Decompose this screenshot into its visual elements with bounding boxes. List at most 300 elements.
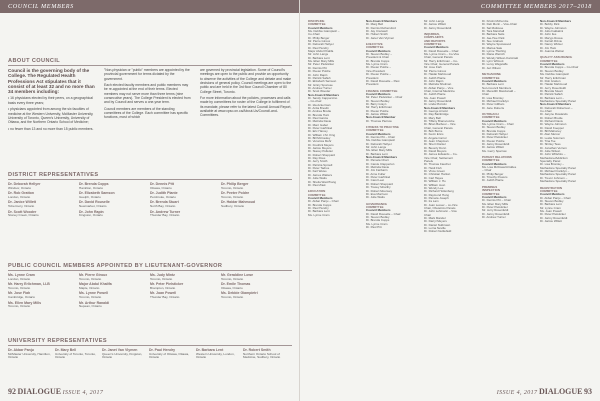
- committee-member: Vice Chair, Settlement: [424, 156, 454, 160]
- committee-member: Dr. George Arnold: [424, 109, 448, 113]
- committee-member: Dr. Deborah Hellyer: [482, 133, 508, 136]
- committee-member: Dr. Wendy Lee: [424, 186, 444, 190]
- committee-member: Dr. Joan Lesser – co-Vice: [424, 203, 458, 207]
- member-card: [79, 292, 150, 299]
- committee-member: Dr. Bill McCauley: [308, 137, 331, 141]
- committee-member: Dr. Eric Harvey: [308, 130, 328, 134]
- committee-member: Dr. Jerry Rosenfeldt: [540, 86, 566, 90]
- member-location: Toronto, Ontario: [79, 276, 102, 281]
- committee-member: Major Abdul Khalifa: [308, 50, 334, 54]
- committee-member: Dr. Janny Rosenfeldt: [482, 143, 510, 147]
- committee-member: Dr. John Rapin: [424, 79, 444, 83]
- member-location: Toronto, Ontario: [221, 185, 244, 190]
- about-rule: [8, 65, 292, 66]
- member-card: [8, 183, 79, 190]
- committee-subheading: Council Members: [366, 132, 391, 136]
- committee-column-1: [308, 20, 362, 384]
- public-members-title: PUBLIC COUNCIL MEMBERS APPOINTED BY LIEUTENANT-GOVERNOR: [8, 263, 223, 269]
- member-card: [150, 192, 221, 199]
- committee-heading: COMMITTEE: [366, 46, 384, 50]
- committee-member: Dr. Dennis Pitt – Chair: [482, 199, 512, 203]
- committee-member: Dr. Jonathan Vernon: [540, 146, 567, 150]
- committee-column-2: [366, 20, 420, 384]
- committee-member: – Co-chair: [308, 100, 322, 104]
- committee-member: Co-Chair: [308, 33, 320, 37]
- committee-member: Dr. Thomas Pietrow: [366, 119, 392, 123]
- committee-member: Dr. Dennis Ruthersford: [366, 26, 396, 30]
- committee-column-5: [540, 20, 594, 384]
- committee-member: Dr. John Wiltshire –: [540, 153, 566, 157]
- committee-member: Dr. Patricia Sproull: [308, 163, 333, 167]
- left-magazine-name: DIALOGUE: [17, 387, 62, 396]
- committee-member: Dr. James Watters: [308, 173, 333, 177]
- committee-member: President & Chair: [366, 56, 390, 60]
- committee-heading: PREMISES: [482, 185, 498, 189]
- committee-member: Dr. Brian Barbour – Vice: [424, 123, 456, 127]
- member-location: Cambridge, Ontario: [8, 294, 35, 299]
- committee-column-4: [482, 20, 536, 384]
- committee-member: Dr. Barry Grayn: [366, 102, 387, 106]
- member-name: Ms. Lynne Powell: [79, 291, 109, 296]
- committee-member: Dr. Janice Willett: [482, 146, 504, 150]
- committee-member: Dr. Peter Garfinkel: [366, 176, 391, 180]
- committee-member: Dr. Robert Mounsey: [366, 189, 393, 193]
- committee-member: Dr. Vince Green: [424, 170, 445, 174]
- member-location: Toronto, Ontario: [8, 285, 31, 290]
- member-name: Dr. Scott Wooder: [8, 209, 37, 214]
- member-card: [150, 292, 221, 299]
- committee-member: Dr. Paul Hendry: [308, 46, 329, 50]
- committee-member: Dr. Akbar Panju – Chair: [540, 196, 571, 200]
- member-name: Dr. David Rouselle: [79, 200, 110, 205]
- committee-subheading: Council Members: [308, 26, 333, 30]
- committee-member: Dr. Kevin Enns: [424, 133, 444, 137]
- committee-member: President: [366, 83, 379, 87]
- committee-member: Dr. Julie Watts: [308, 177, 327, 181]
- committee-member: Dr. Tara Marshall: [482, 30, 505, 34]
- university-members-grid: [8, 349, 292, 360]
- committee-subheading: Council Members: [482, 119, 507, 123]
- committee-member: Dr. Deborah Hellyer: [366, 142, 392, 146]
- committee-member: Dr. Jae-Hee Park: [482, 36, 505, 40]
- member-location: London, Ontario: [8, 194, 31, 199]
- committee-member: Dr. Jim Fairbairn: [366, 169, 388, 173]
- committee-member: Dr. Janice Meyers: [308, 147, 332, 151]
- committee-subheading: Council Members: [366, 49, 391, 53]
- member-name: Dr. Peeter Poldre: [221, 191, 250, 196]
- committee-member: Dr. Lisa Bromley: [482, 96, 504, 100]
- committee-heading: COMMITTEE: [540, 189, 558, 193]
- committee-member: Dr. Elizabeth Samson: [308, 80, 337, 84]
- member-location: Queen's University, Kingston, Ontario: [102, 351, 143, 360]
- member-name: Dr. John Rapin: [79, 209, 104, 214]
- committee-member: Dr. Jane Roberts: [482, 106, 505, 110]
- committee-member: Chair, Obstetrics Panels: [424, 206, 456, 210]
- committee-member: Dr. William J.M. King: [308, 133, 336, 137]
- committee-member: Ms. Debbie Giampietri –: [308, 30, 340, 34]
- committee-member: Dr. Karl Weiss: [308, 170, 327, 174]
- committee-member: Dr. Jerry Smith: [308, 160, 328, 164]
- member-location: Western University, London, Ontario: [196, 351, 235, 360]
- committee-member: Dr. Michael Franklyn –: [540, 170, 570, 174]
- member-card: [79, 302, 150, 309]
- committee-member: Chair, General Panels: [424, 56, 453, 60]
- committee-member: Dr. Ida Ackerman: [308, 103, 331, 107]
- committee-heading: METHADONE: [482, 73, 501, 77]
- member-location: University of Toronto, Toronto, Ontario: [55, 351, 96, 360]
- committee-member: Dr. John Rapin: [308, 73, 328, 77]
- committee-member: Dr. Michael Franklyn: [482, 99, 509, 103]
- committee-member: Mr. Lynne Cram: [540, 206, 561, 210]
- committee-member: Ms. Ellen Mary Mills: [482, 202, 509, 206]
- member-name: Mr. Arthur Ranaldi: [79, 300, 110, 305]
- committee-heading: INQUIRIES,: [424, 33, 440, 37]
- committee-member: Ms. Lisa McDowell-Fiddes: [482, 166, 517, 170]
- committee-member: Dr. Deborah Robertson –: [540, 106, 573, 110]
- committee-heading: COMMITTEE: [482, 76, 500, 80]
- committee-member: Chair, General Panels: [424, 126, 453, 130]
- member-location: Thunder Bay, Ontario: [150, 294, 180, 299]
- committee-heading: GOVERNANCE: [366, 202, 388, 206]
- committee-member: Dr. Ray Bainbridge: [424, 113, 449, 117]
- committee-member: Chair: [482, 93, 490, 97]
- member-location: Toronto, Ontario: [8, 304, 31, 309]
- committee-subheading: Non-Council Members: [424, 106, 456, 110]
- member-name: Dr. Philip Berger: [221, 182, 249, 186]
- committee-subheading: Non-Council Members: [366, 20, 398, 23]
- committee-member: Dr. Kristin McKenzie: [482, 20, 509, 23]
- committee-member: Dr. Carl Hayes: [424, 176, 444, 180]
- committee-member: Dr. Dennis Pitt: [308, 66, 327, 70]
- committee-member: Ms. Lynne Cram: [308, 213, 330, 217]
- member-name: Dr. Elizabeth Samson: [79, 191, 115, 196]
- right-footer: [497, 387, 592, 396]
- member-location: Toronto, Ontario: [221, 276, 244, 281]
- district-title: DISTRICT REPRESENTATIVES: [8, 172, 99, 178]
- committee-subheading: Non-Council Member: [366, 116, 396, 120]
- committee-member: Dr. Peeter Poldre –: [366, 73, 391, 77]
- committee-member: Dr. Peter Gillham: [482, 103, 505, 107]
- committee-member: Ms. Lynne Cram – Co-Vice: [424, 53, 460, 57]
- committee-member: Dr. John Iles: [540, 33, 557, 37]
- committee-member: Dr. David Rouselle – Chair: [366, 212, 401, 216]
- committee-member: Dr. Brenda Copps – Co-Chair: [540, 66, 579, 70]
- committee-member: Dr. Hubert Smith: [366, 33, 388, 37]
- committee-member: Dr. Haidar Mahmoud: [424, 73, 452, 77]
- committee-member: Dr. Daniel Nutbrown: [424, 223, 451, 227]
- committee-member: Dr. Richard Davis: [540, 119, 563, 123]
- public-rule: [8, 270, 292, 271]
- about-lead: Council is the governing body of the College. The Regulated Health Professions Act stipulates that it consist of at least 32 and no more than 34 members including:: [8, 68, 95, 95]
- committee-member: Dr. Julio Fakkalmi: [540, 30, 564, 34]
- committee-member: Dr. Judith Plante: [424, 93, 446, 97]
- committee-member: Mr. Peter Pielsticker: [308, 63, 335, 67]
- committee-member: Dr. Brenda Hunt: [308, 113, 330, 117]
- committee-member: Methadone/Addiction: [540, 156, 568, 160]
- member-card: [79, 274, 150, 281]
- member-name: Dr. Robert Smith: [243, 348, 271, 352]
- member-location: Toronto, Ontario: [150, 276, 173, 281]
- member-location: Windsor, Ontario: [8, 185, 32, 190]
- committee-member: Dr. Jeri Wilson: [482, 66, 501, 70]
- about-paragraph: Council members are members of the standing committees of the College. Each committee has specific functions, most of which: [104, 106, 189, 120]
- committee-member: Dr. Peter Pielsticker: [482, 136, 508, 140]
- committee-member: Mr. Pierre Giroux: [424, 69, 447, 73]
- committee-member: Dr. Judith Plante: [482, 179, 504, 183]
- committee-heading: COMMITTEE: [540, 59, 558, 63]
- committee-member: Methadone Specialty Panel: [540, 166, 576, 170]
- member-card: [196, 349, 243, 360]
- committee-member: Dr. Dennis Pitt – Chair: [366, 136, 396, 139]
- committee-member: Dr. Marg Bell: [366, 23, 383, 27]
- about-column-2: [104, 68, 192, 122]
- committee-member: Dr. Stacey Pelletier: [308, 150, 333, 154]
- committee-member: Dr. Darryl Meyers: [424, 220, 447, 224]
- committee-member: Dr. Anita Breslin: [308, 106, 329, 110]
- member-name: Ms. Judy Mintz: [150, 273, 175, 277]
- member-card: [243, 349, 290, 360]
- committee-member: Dr. Diane Weirich: [482, 53, 505, 57]
- committee-member: Dr. Wayne Johnston: [540, 26, 567, 30]
- member-name: Ms. Debbie Giampietri: [221, 291, 258, 296]
- committee-member: Dr. Christian Hanlon: [424, 173, 451, 177]
- committee-subheading: Council Members: [308, 196, 333, 200]
- committee-member: Dr. Bob Burns: [424, 130, 443, 133]
- committee-member: Dr. Andrea Brodie: [308, 110, 332, 114]
- committee-member: Dr. Nancy Wicker: [540, 43, 563, 47]
- page-gutter: [299, 0, 300, 401]
- member-location: Brampton, Ontario: [150, 285, 176, 290]
- committee-member: Dr. Jay Cranwell: [366, 30, 388, 34]
- committee-member: Dr. Brenda Copps: [366, 219, 390, 223]
- about-paragraph: Each elected faculty members and public members may be re-appointed at the end of their terms. Elected members may not serve more than three terms (nine consecutive years). The College President is elected from and by Council and serves a one-year term.: [104, 83, 191, 105]
- member-location: Tobermory, Ontario: [8, 203, 35, 208]
- committee-member: Dr. Julie Watts: [366, 196, 385, 200]
- committee-subheading: Council Members: [366, 92, 391, 96]
- committee-member: Mr. Peter Pielsticker – Chair: [366, 96, 403, 100]
- committee-member: Dr. Mary Bell: [424, 116, 441, 120]
- member-name: Dr. Rob Gratton: [8, 191, 35, 196]
- member-location: Toronto, Ontario: [79, 294, 102, 299]
- committee-member: Dr. Robert Sheppard: [366, 182, 393, 186]
- committee-member: Co-Chair: [540, 109, 552, 113]
- committee-member: Dr. Lynn Wilmott: [482, 60, 504, 64]
- committee-member: Mr. Harry Erlichman – Co-: [424, 59, 458, 63]
- committee-member: Dr. Peeter Poldre: [482, 139, 505, 143]
- member-card: [8, 201, 79, 208]
- committee-member: Dr. Shirley Tsao: [540, 143, 561, 147]
- committee-member: Dr. Wendy Wilson-Kaminski: [482, 56, 519, 60]
- member-name: Mr. Joan Powell: [150, 291, 177, 296]
- committee-subheading: Council Members: [482, 162, 507, 166]
- member-name: Dr. Deborah Hellyer: [8, 182, 41, 186]
- committee-heading: QUALITY ASSURANCE: [540, 56, 573, 60]
- committee-member: Dr. Marc Gabel: [308, 123, 328, 127]
- about-bullet: • no fewer than 13 and no more than 15 public members.: [8, 126, 94, 131]
- committee-member: Mr. Pierre Giroux: [308, 40, 331, 44]
- committee-heading: FITNESS TO PRACTISE: [366, 125, 399, 129]
- committee-subheading: Council Members: [424, 46, 449, 50]
- member-card: [79, 201, 150, 208]
- member-card: [55, 349, 102, 360]
- committee-member: Ms. Joan Powell: [540, 209, 562, 213]
- committee-member: Dr. Bobby Rick: [540, 23, 560, 27]
- committee-heading: COMPLAINTS: [424, 36, 444, 40]
- committee-member: Dr. Peter Garfinkel: [308, 127, 333, 130]
- committee-member: Dr. David Rouselle – Chair: [424, 49, 459, 53]
- committee-member: Dr. Steven Bodley: [540, 199, 564, 203]
- left-header-title: COUNCIL MEMBERS: [8, 3, 74, 10]
- member-card: [150, 283, 221, 290]
- member-name: Mr. Geraldine Lowe: [221, 273, 254, 277]
- member-name: Dr. Brenda Copps: [79, 182, 109, 186]
- committee-member: Dr. Beverly Dunn: [424, 146, 447, 150]
- member-name: Dr. Mary Bell: [55, 348, 77, 352]
- member-location: Toronto, Ontario: [221, 294, 244, 299]
- member-card: [8, 274, 79, 281]
- about-bullet: • physicians appointed from among the six faculties of medicine at the Western University, McMaster University, University of Toronto, Queen's University, University of Ottawa, and the Northern Ontario School of Medicine;: [8, 107, 94, 125]
- committee-member: Vice-President: [366, 69, 386, 73]
- committee-member: Dr. Fredrick Meyers: [308, 143, 334, 147]
- committee-member: Non-Council Members: [482, 86, 512, 90]
- committee-heading: COMMITTEE: [482, 192, 500, 196]
- committee-member: Dr. Philip Berger: [482, 172, 504, 176]
- committee-member: Methadone Specialty Panel: [540, 180, 576, 184]
- committee-member: Dr. Jean Chapman: [424, 140, 449, 144]
- committee-member: Dr. Sue Graham: [482, 40, 504, 44]
- committee-heading: COMMITTEE: [366, 205, 384, 209]
- committee-member: Dr. Andrew Turner: [482, 215, 506, 219]
- committee-member: Dr. Janet Van Vlymen: [366, 36, 395, 40]
- member-card: [102, 349, 149, 360]
- committee-member: Dr. Deb Morin – Vice-Chair: [482, 23, 518, 27]
- member-name: Major Abdul Khalifa: [79, 282, 112, 287]
- committee-member: Dr. Janny Rosenfeldt: [424, 99, 452, 103]
- member-location: Hamilton, Ontario: [79, 185, 104, 190]
- committee-member: Dr. Janice Willett: [424, 23, 446, 27]
- committee-member: Chair: [424, 213, 432, 217]
- committee-heading: DISCIPLINE: [308, 20, 325, 23]
- member-name: Dr. Akbar Panju: [8, 348, 34, 352]
- member-location: Ottawa, Ontario: [221, 285, 243, 290]
- member-location: Maple, Ontario: [79, 285, 100, 290]
- committee-member: Dr. Janny Rosenfeldt: [482, 212, 510, 216]
- committee-member: Dr. David Meyers: [424, 150, 447, 154]
- committee-member: Dr. Akbar Panju – Chair: [308, 200, 339, 204]
- committee-member: Dr. Mark Mandel: [424, 216, 446, 220]
- committee-member: Dr. Judith Plante: [424, 76, 446, 80]
- committee-heading: AND REPORTS: [424, 39, 446, 43]
- member-location: Toronto, Ontario: [221, 194, 244, 199]
- committee-member: Dr. Tracey Mcarthy: [366, 186, 391, 190]
- about-column-3: [200, 68, 292, 120]
- committee-member: Dr. Melinda Shulman: [424, 83, 452, 87]
- committee-member: Dr. Peter Pielsticker: [482, 205, 508, 209]
- committee-heading: INSPECTION: [482, 189, 500, 193]
- left-page-header: [0, 0, 300, 13]
- left-footer: [8, 387, 103, 396]
- committee-member: Dr. Patrick Safieh: [308, 76, 331, 80]
- committee-member: Dr. Scott Wooder: [308, 90, 331, 94]
- member-name: Dr. Barbara Lent: [196, 348, 224, 352]
- committee-heading: FINANCE COMMITTEE: [366, 89, 398, 93]
- committee-member: Mr. Harry Erlichman: [540, 76, 566, 80]
- committee-member: Dr. Steven Bodley: [366, 215, 390, 219]
- member-card: [8, 302, 79, 309]
- committee-member: Dr. Lynne Thurling: [482, 50, 506, 54]
- committee-member: Dr. Patrick Safieh: [540, 93, 563, 97]
- committee-member: Dr. Barbara Lent –: [540, 96, 565, 100]
- member-card: [149, 349, 196, 360]
- member-card: [221, 292, 292, 299]
- committee-subheading: Non-Council Members: [540, 103, 572, 107]
- committee-member: Ms. Lynne Cram – Chair: [482, 122, 514, 126]
- committee-member: Vice Chair, General Panels: [424, 63, 460, 67]
- committee-heading: COMMITTEE: [308, 23, 326, 27]
- member-card: [79, 211, 150, 218]
- committee-member: Dr. Paul Pitt: [366, 225, 382, 229]
- committee-member: Dr. Alan Mercer: [540, 133, 561, 137]
- about-paragraph: For more information about the policies, processes and calls made by committees for roster of the College in fulfilment of its mandate, please refer to the latest Council Annual Report, available at www.cpso.on.ca/About-Us/Council-and-Committees.: [200, 96, 292, 118]
- committee-heading: EDUCATION: [308, 190, 326, 194]
- committee-heading: COMMITTEE: [424, 43, 442, 47]
- committee-member: Dr. Brenda Stuart: [540, 89, 563, 93]
- district-rule: [8, 179, 292, 180]
- member-name: Dr. Dennis Pitt: [150, 182, 174, 186]
- committee-member: Mr. Jose Fiah: [424, 66, 442, 70]
- committee-member: Dr. Tiffany Branscombe: [424, 119, 455, 123]
- committee-member: Dr. William Jeon: [424, 183, 446, 187]
- committee-member: Mr. Jerry Rosenfeldt: [482, 209, 509, 213]
- committee-member: Dr. Brenda Copps: [482, 129, 506, 133]
- member-card: [8, 283, 79, 290]
- about-bullet: • 16 physicians elected by their peers, on a geographical basis every three years;: [8, 96, 93, 105]
- committee-member: Dr. Barbara Lent: [482, 83, 504, 87]
- member-card: [221, 283, 292, 290]
- member-name: Dr. Judith Plante: [150, 191, 178, 196]
- member-card: [221, 183, 292, 190]
- member-card: [221, 192, 292, 199]
- committee-member: Dr. Timothy Powers: [482, 176, 508, 180]
- committee-member: Dr. Robert Nettlefield: [424, 230, 452, 234]
- committee-member: Dr. Meredith Macdonald –: [482, 89, 516, 93]
- committee-member: Mr. Ginny Sponsse: [308, 83, 333, 87]
- committee-member: Dr. Steven Bodley –: [366, 53, 392, 57]
- member-card: [8, 349, 55, 360]
- committee-subheading: Council Members: [482, 195, 507, 199]
- committee-member: Dr. Peeter Poldre: [366, 109, 389, 113]
- committee-member: Mr. John Langs: [308, 53, 329, 57]
- member-name: Mr. Harry Erlichman, LLB: [8, 282, 50, 287]
- committee-member: Mr. John Langs: [366, 146, 387, 150]
- right-header-title: COMMITTEE MEMBERS 2017–2018: [480, 3, 592, 10]
- member-location: Kingston, Ontario: [79, 213, 103, 218]
- member-name: Mr. Jose Fiah: [8, 291, 31, 296]
- committee-member: Dr. David Rouselle – Past: [366, 79, 400, 83]
- committee-member: Dr. Robert Sheppard: [308, 153, 335, 157]
- committee-subheading: Council Members: [482, 79, 507, 83]
- committee-member: Dr. John Lehmann – Vice: [424, 210, 457, 214]
- member-card: [221, 274, 292, 281]
- member-name: Dr. Janet Van Vlymen: [102, 348, 138, 352]
- committee-heading: OUTREACH: [482, 112, 499, 116]
- committee-member: Dr. Brenda Copps: [308, 203, 332, 207]
- committee-heading: PATIENT RELATIONS: [482, 156, 512, 160]
- committee-member: Dr. Janyne Rowlands: [540, 113, 568, 117]
- committee-member: Dr. Barbara Nelis: [482, 33, 505, 37]
- committee-member: Dr. Melinda Davie: [308, 120, 332, 124]
- member-location: Pembroke, Ontario: [150, 194, 176, 199]
